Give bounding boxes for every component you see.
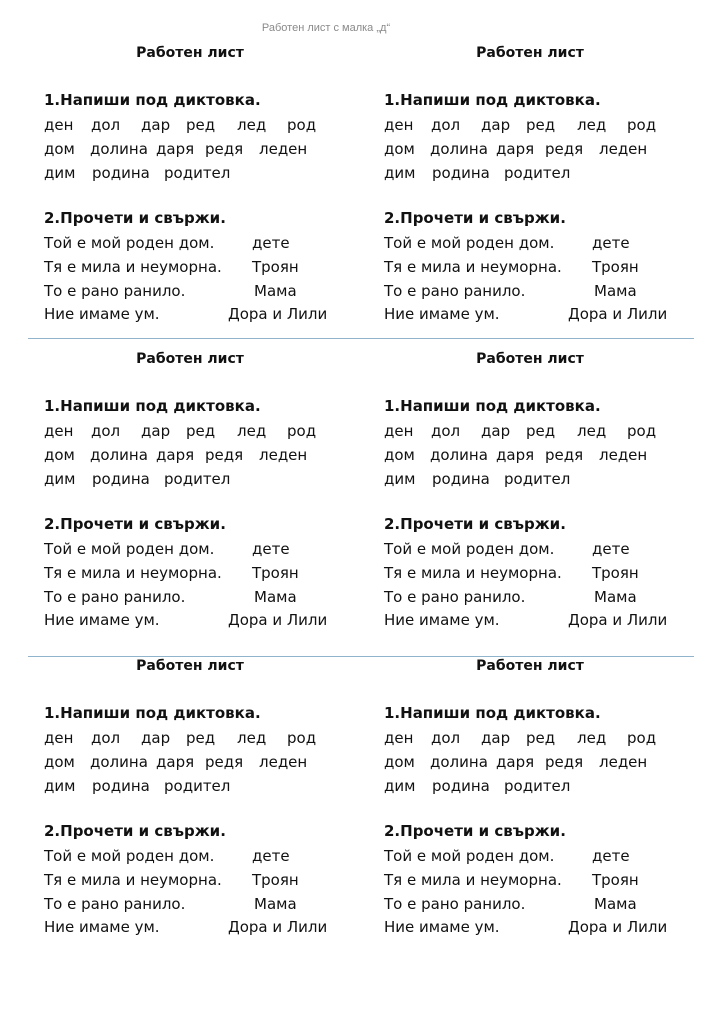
worksheet	[384, 613, 704, 936]
worksheet	[44, 0, 364, 323]
match-answer: Дора и Лили	[228, 611, 328, 629]
match-answer: Троян	[592, 564, 639, 582]
match-heading: 2.Прочети и свържи.	[44, 515, 226, 533]
match-sentence: То е рано ранило.	[384, 282, 526, 300]
match-sentence: То е рано ранило.	[44, 282, 186, 300]
dictation-word: долина	[90, 753, 148, 771]
match-answer: дете	[592, 847, 630, 865]
dictation-word: лед	[577, 116, 607, 134]
dictation-word: лед	[237, 729, 267, 747]
match-answer: Мама	[594, 895, 637, 913]
dictation-word: дар	[141, 116, 171, 134]
dictation-word: род	[627, 729, 657, 747]
dictation-word: дар	[481, 116, 511, 134]
dictation-word: леден	[599, 446, 648, 464]
match-answer: Дора и Лили	[228, 305, 328, 323]
match-answer: Троян	[592, 871, 639, 889]
dictation-word: дим	[384, 164, 416, 182]
match-heading: 2.Прочети и свържи.	[384, 515, 566, 533]
dictation-word: ден	[384, 116, 414, 134]
dictation-word: ред	[526, 729, 556, 747]
dictation-word: дол	[431, 116, 461, 134]
dictation-word: лед	[577, 729, 607, 747]
dictation-word: дом	[384, 140, 415, 158]
dictation-word: дом	[384, 753, 415, 771]
match-sentence: Той е мой роден дом.	[44, 847, 215, 865]
match-heading: 2.Прочети и свържи.	[44, 209, 226, 227]
match-answer: Мама	[594, 588, 637, 606]
dictation-word: дим	[44, 470, 76, 488]
dictation-word: леден	[599, 140, 648, 158]
match-answer: Троян	[592, 258, 639, 276]
worksheet-title: Работен лист	[476, 45, 584, 61]
match-answer: Дора и Лили	[568, 918, 668, 936]
dictation-word: дом	[44, 753, 75, 771]
dictation-word: леден	[259, 140, 308, 158]
dictation-word: долина	[430, 140, 488, 158]
worksheet-title: Работен лист	[136, 351, 244, 367]
dictation-word: ред	[186, 116, 216, 134]
dictation-word: дол	[91, 729, 121, 747]
match-answer: Мама	[254, 895, 297, 913]
dictation-word: род	[287, 422, 317, 440]
dictation-word: родител	[164, 470, 231, 488]
dictation-word: даря	[496, 446, 535, 464]
dictation-word: дом	[384, 446, 415, 464]
dictation-word: редя	[205, 753, 244, 771]
match-answer: дете	[592, 234, 630, 252]
dictation-word: редя	[205, 140, 244, 158]
match-sentence: Ние имаме ум.	[384, 305, 500, 323]
worksheet-title: Работен лист	[136, 45, 244, 61]
match-sentence: То е рано ранило.	[384, 588, 526, 606]
match-sentence: Тя е мила и неуморна.	[44, 564, 222, 582]
dictation-word: ден	[44, 116, 74, 134]
dictation-word: редя	[545, 753, 584, 771]
match-answer: Троян	[252, 564, 299, 582]
match-sentence: Той е мой роден дом.	[44, 234, 215, 252]
match-answer: Дора и Лили	[228, 918, 328, 936]
match-sentence: Тя е мила и неуморна.	[44, 871, 222, 889]
match-sentence: Ние имаме ум.	[384, 611, 500, 629]
dictation-word: дим	[44, 777, 76, 795]
dictation-word: долина	[430, 446, 488, 464]
dictation-word: род	[627, 116, 657, 134]
dictation-word: редя	[205, 446, 244, 464]
dictation-word: ред	[186, 422, 216, 440]
dictation-word: лед	[237, 422, 267, 440]
match-answer: Мама	[594, 282, 637, 300]
worksheet-title: Работен лист	[476, 658, 584, 674]
dictation-word: лед	[237, 116, 267, 134]
match-answer: дете	[252, 847, 290, 865]
dictation-word: даря	[496, 753, 535, 771]
dictation-word: дим	[44, 164, 76, 182]
match-sentence: Той е мой роден дом.	[384, 540, 555, 558]
dictation-word: дим	[384, 777, 416, 795]
match-heading: 2.Прочети и свържи.	[384, 822, 566, 840]
match-sentence: Той е мой роден дом.	[44, 540, 215, 558]
dictation-word: дар	[141, 422, 171, 440]
dictation-word: ден	[384, 422, 414, 440]
dictation-word: родител	[504, 164, 571, 182]
dictation-word: леден	[599, 753, 648, 771]
dictation-word: дим	[384, 470, 416, 488]
dictation-heading: 1.Напиши под диктовка.	[384, 91, 601, 109]
match-sentence: То е рано ранило.	[384, 895, 526, 913]
dictation-word: дол	[91, 116, 121, 134]
dictation-word: долина	[90, 140, 148, 158]
dictation-word: дом	[44, 140, 75, 158]
match-sentence: Тя е мила и неуморна.	[384, 258, 562, 276]
dictation-word: родител	[504, 470, 571, 488]
match-answer: Троян	[252, 258, 299, 276]
match-sentence: Тя е мила и неуморна.	[384, 871, 562, 889]
match-sentence: То е рано ранило.	[44, 588, 186, 606]
match-sentence: Ние имаме ум.	[44, 918, 160, 936]
dictation-word: долина	[430, 753, 488, 771]
worksheet	[44, 613, 364, 936]
dictation-word: леден	[259, 753, 308, 771]
dictation-word: даря	[156, 140, 195, 158]
match-heading: 2.Прочети и свържи.	[44, 822, 226, 840]
match-sentence: Ние имаме ум.	[44, 305, 160, 323]
dictation-word: родина	[432, 777, 490, 795]
worksheet-title: Работен лист	[476, 351, 584, 367]
dictation-word: леден	[259, 446, 308, 464]
dictation-word: дар	[481, 422, 511, 440]
dictation-word: дар	[481, 729, 511, 747]
dictation-word: ред	[186, 729, 216, 747]
dictation-heading: 1.Напиши под диктовка.	[384, 704, 601, 722]
dictation-word: дом	[44, 446, 75, 464]
match-answer: Мама	[254, 588, 297, 606]
dictation-word: ден	[44, 422, 74, 440]
dictation-word: род	[287, 729, 317, 747]
dictation-word: родина	[92, 777, 150, 795]
dictation-heading: 1.Напиши под диктовка.	[44, 397, 261, 415]
dictation-word: дол	[431, 422, 461, 440]
dictation-word: лед	[577, 422, 607, 440]
match-answer: Мама	[254, 282, 297, 300]
divider	[28, 338, 694, 339]
match-sentence: Ние имаме ум.	[384, 918, 500, 936]
dictation-word: род	[627, 422, 657, 440]
dictation-word: родина	[432, 470, 490, 488]
worksheet	[384, 0, 704, 323]
dictation-word: ред	[526, 116, 556, 134]
match-sentence: Ние имаме ум.	[44, 611, 160, 629]
dictation-word: дол	[431, 729, 461, 747]
match-heading: 2.Прочети и свържи.	[384, 209, 566, 227]
dictation-word: даря	[156, 753, 195, 771]
dictation-word: даря	[156, 446, 195, 464]
dictation-word: дар	[141, 729, 171, 747]
match-answer: Дора и Лили	[568, 305, 668, 323]
dictation-word: ден	[44, 729, 74, 747]
match-answer: дете	[252, 540, 290, 558]
worksheet	[384, 306, 704, 629]
dictation-word: родина	[92, 470, 150, 488]
dictation-word: родина	[92, 164, 150, 182]
divider	[28, 656, 694, 657]
page-header: Работен лист с малка „д“	[261, 22, 391, 34]
dictation-word: родител	[504, 777, 571, 795]
match-sentence: Той е мой роден дом.	[384, 847, 555, 865]
dictation-word: даря	[496, 140, 535, 158]
dictation-word: родител	[164, 777, 231, 795]
worksheet	[44, 306, 364, 629]
dictation-heading: 1.Напиши под диктовка.	[44, 91, 261, 109]
match-answer: дете	[592, 540, 630, 558]
dictation-word: долина	[90, 446, 148, 464]
dictation-word: ред	[526, 422, 556, 440]
match-sentence: То е рано ранило.	[44, 895, 186, 913]
match-answer: Троян	[252, 871, 299, 889]
match-answer: Дора и Лили	[568, 611, 668, 629]
dictation-word: редя	[545, 446, 584, 464]
dictation-heading: 1.Напиши под диктовка.	[44, 704, 261, 722]
dictation-heading: 1.Напиши под диктовка.	[384, 397, 601, 415]
match-answer: дете	[252, 234, 290, 252]
dictation-word: ден	[384, 729, 414, 747]
dictation-word: род	[287, 116, 317, 134]
worksheet-title: Работен лист	[136, 658, 244, 674]
match-sentence: Тя е мила и неуморна.	[44, 258, 222, 276]
match-sentence: Тя е мила и неуморна.	[384, 564, 562, 582]
dictation-word: редя	[545, 140, 584, 158]
dictation-word: дол	[91, 422, 121, 440]
dictation-word: родина	[432, 164, 490, 182]
dictation-word: родител	[164, 164, 231, 182]
match-sentence: Той е мой роден дом.	[384, 234, 555, 252]
